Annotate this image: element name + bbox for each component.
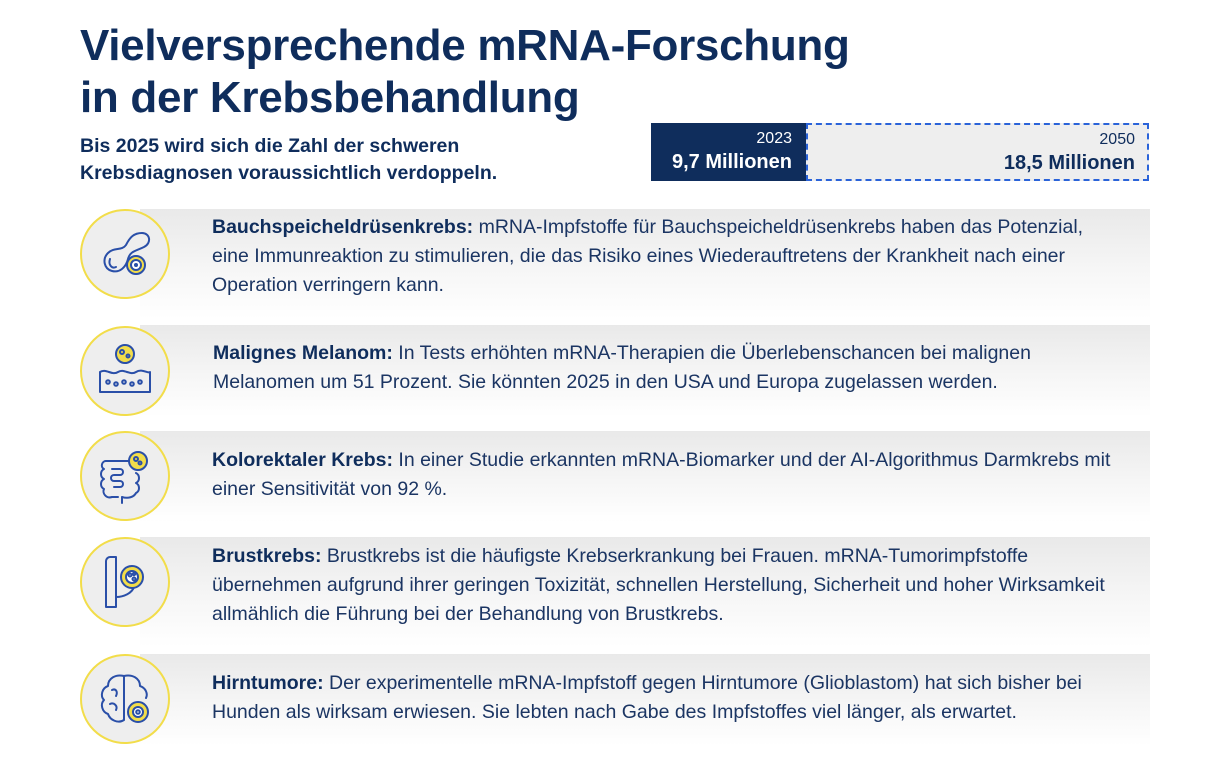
item-text	[212, 213, 1122, 300]
subtitle-line-1: Bis 2025 wird sich die Zahl der schweren	[80, 135, 460, 157]
item-text	[213, 339, 1123, 397]
item-heading: Brustkrebs:	[212, 545, 322, 567]
diagnosis-comparison-bar	[651, 123, 1149, 181]
pancreas-icon	[80, 209, 170, 299]
subtitle-line-2: Krebsdiagnosen voraussichtlich verdoppeln.	[80, 162, 498, 184]
item-body: Brustkrebs ist die häufigste Krebserkrankung bei Frauen. mRNA-Tumorimpfstoffe übernehmen aufgrund ihrer geringen Toxizität, schnellen Herstellung, Sicherheit und hoher Wirksamkeit allmählich die Führung bei der Behandlung von Brustkrebs.	[212, 545, 1105, 625]
stat-2023-year: 2023	[756, 130, 792, 147]
stat-2023-value: 9,7 Millionen	[671, 151, 792, 173]
item-heading: Bauchspeicheldrüsenkrebs:	[212, 216, 474, 238]
item-heading: Kolorektaler Krebs:	[212, 449, 393, 471]
skin-icon	[80, 326, 170, 416]
list-item-melanoma	[80, 325, 1150, 417]
intestine-icon	[80, 431, 170, 521]
item-heading: Malignes Melanom:	[213, 342, 393, 364]
item-body: mRNA-Impfstoffe für Bauchspeicheldrüsenkrebs haben das Potenzial, eine Immunreaktion zu stimulieren, die das Risiko eines Wiederauftretens der Krankheit nach einer Operation verringern kann.	[212, 216, 1084, 296]
title-line-1: Vielversprechende mRNA-Forschung	[80, 21, 850, 70]
list-item-breast	[80, 537, 1150, 647]
item-heading: Hirntumore:	[212, 672, 324, 694]
breast-icon	[80, 537, 170, 627]
item-body: In Tests erhöhten mRNA-Therapien die Überlebenschancen bei malignen Melanomen um 51 Prozent. Sie könnten 2025 in den USA und Europa zugelassen werden.	[213, 342, 1031, 393]
item-text	[212, 669, 1122, 727]
stat-2050-value: 18,5 Millionen	[1003, 152, 1135, 174]
item-text	[212, 446, 1122, 504]
item-body: Der experimentelle mRNA-Impfstoff gegen Hirntumore (Glioblastom) hat sich bisher bei Hunden als wirksam erwiesen. Sie lebten nach Gabe des Impfstoffes viel länger, als erwartet.	[212, 672, 1082, 723]
stat-2023	[651, 123, 806, 181]
subtitle	[80, 133, 600, 187]
title-line-2: in der Krebsbehandlung	[80, 73, 580, 122]
list-item-brain	[80, 654, 1150, 746]
stat-2050	[806, 123, 1149, 181]
item-text	[212, 542, 1122, 629]
list-item-pancreas	[80, 209, 1150, 319]
brain-icon	[80, 654, 170, 744]
page-title	[80, 20, 850, 124]
item-body: In einer Studie erkannten mRNA-Biomarker und der AI-Algorithmus Darmkrebs mit einer Sensitivität von 92 %.	[212, 449, 1111, 500]
list-item-colorectal	[80, 431, 1150, 523]
stat-2050-year: 2050	[1099, 131, 1135, 148]
